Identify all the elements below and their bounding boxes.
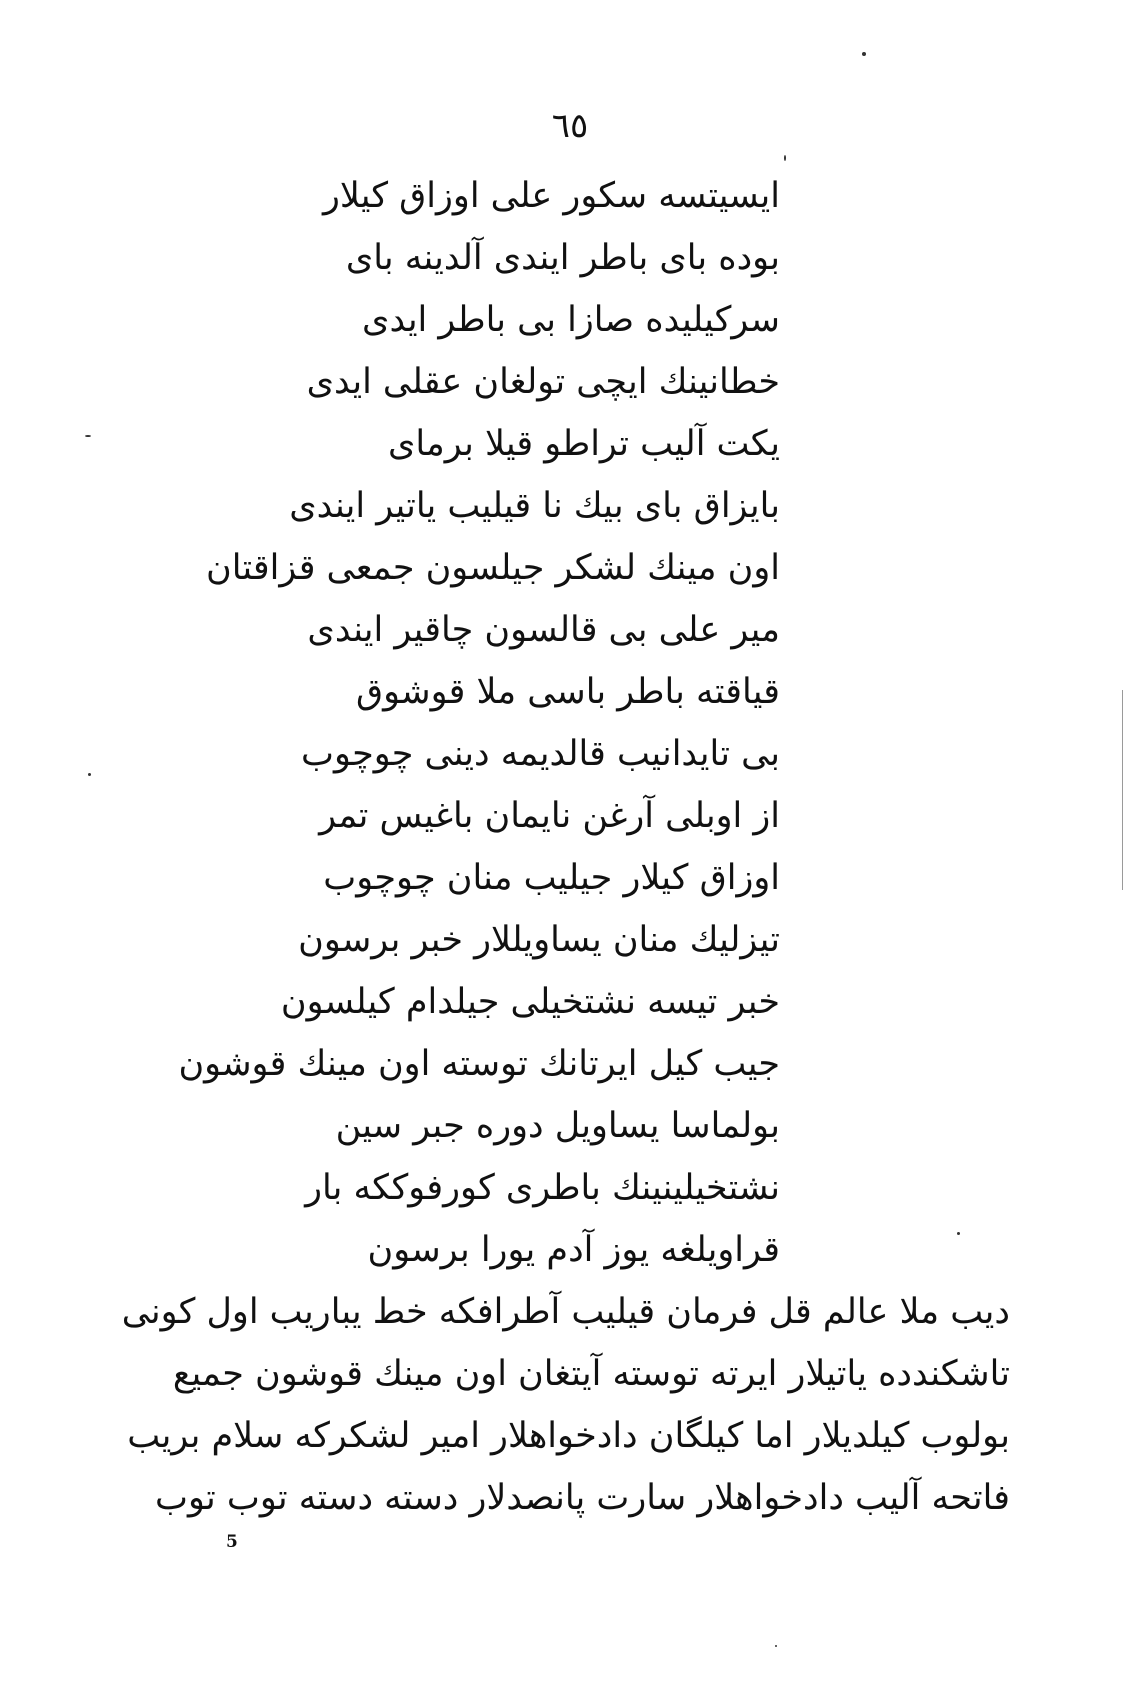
scan-edge-line	[1122, 690, 1123, 890]
verse-line: جیب کیل ایرتانك توسته اون مینك قوشون	[178, 1044, 780, 1084]
verse-line: خطانینك ایچی تولغان عقلی ایدی	[306, 362, 780, 402]
scan-speck	[957, 1232, 960, 1235]
verse-line: اون مینك لشکر جیلسون جمعی قزاقتان	[206, 548, 780, 588]
scan-speck	[775, 1645, 777, 1647]
verse-line: خبر تیسه نشتخیلی جیلدام کیلسون	[280, 982, 780, 1022]
verse-line: بولماسا یساویل دوره جبر سین	[335, 1106, 780, 1146]
verse-line: بایزاق بای بیك نا قیلیب یاتیر ایندی	[289, 486, 780, 526]
verse-line: قراویلغه یوز آدم یورا برسون	[367, 1230, 780, 1270]
verse-line: از اوبلی آرغن نایمان باغیس تمر	[319, 796, 780, 836]
verse-line: بی تایدانیب قالدیمه دینی چوچوب	[301, 734, 780, 774]
page-number: ٦٥	[551, 106, 589, 146]
verse-line: سرکیلیده صازا بی باطر ایدی	[362, 300, 780, 340]
prose-line: تاشکندده یاتیلار ایرته توسته آیتغان اون مینك قوشون جمیع	[172, 1354, 1010, 1394]
scan-speck	[784, 155, 786, 161]
verse-line: میر علی بی قالسون چاقیر ایندی	[307, 610, 780, 650]
verse-line: قیاقته باطر باسی ملا قوشوق	[356, 672, 780, 712]
prose-line: دیب ملا عالم قل فرمان قیلیب آطرافکه خط یباریب اول کونی	[121, 1292, 1010, 1332]
scan-speck	[862, 52, 866, 56]
verse-line: ایسیتسه سکور علی اوزاق کیلار	[323, 176, 780, 216]
scan-speck	[85, 435, 91, 437]
verse-line: تیزلیك منان یساویللار خبر برسون	[298, 920, 780, 960]
verse-line: بوده بای باطر ایندی آلدینه بای	[345, 238, 780, 278]
verse-line: اوزاق کیلار جیلیب منان چوچوب	[323, 858, 780, 898]
sheet-number: 5	[226, 1532, 238, 1552]
scan-speck	[88, 773, 91, 776]
prose-line: فاتحه آلیب دادخواهلار سارت پانصدلار دسته دسته توب توب	[155, 1478, 1010, 1518]
verse-line: نشتخیلینینك باطری کورفوککه بار	[305, 1168, 780, 1208]
prose-line: بولوب کیلدیلار اما کیلگان دادخواهلار امیر لشکرکه سلام بریب	[127, 1416, 1010, 1456]
verse-line: یکت آلیب تراطو قیلا برمای	[387, 424, 780, 464]
